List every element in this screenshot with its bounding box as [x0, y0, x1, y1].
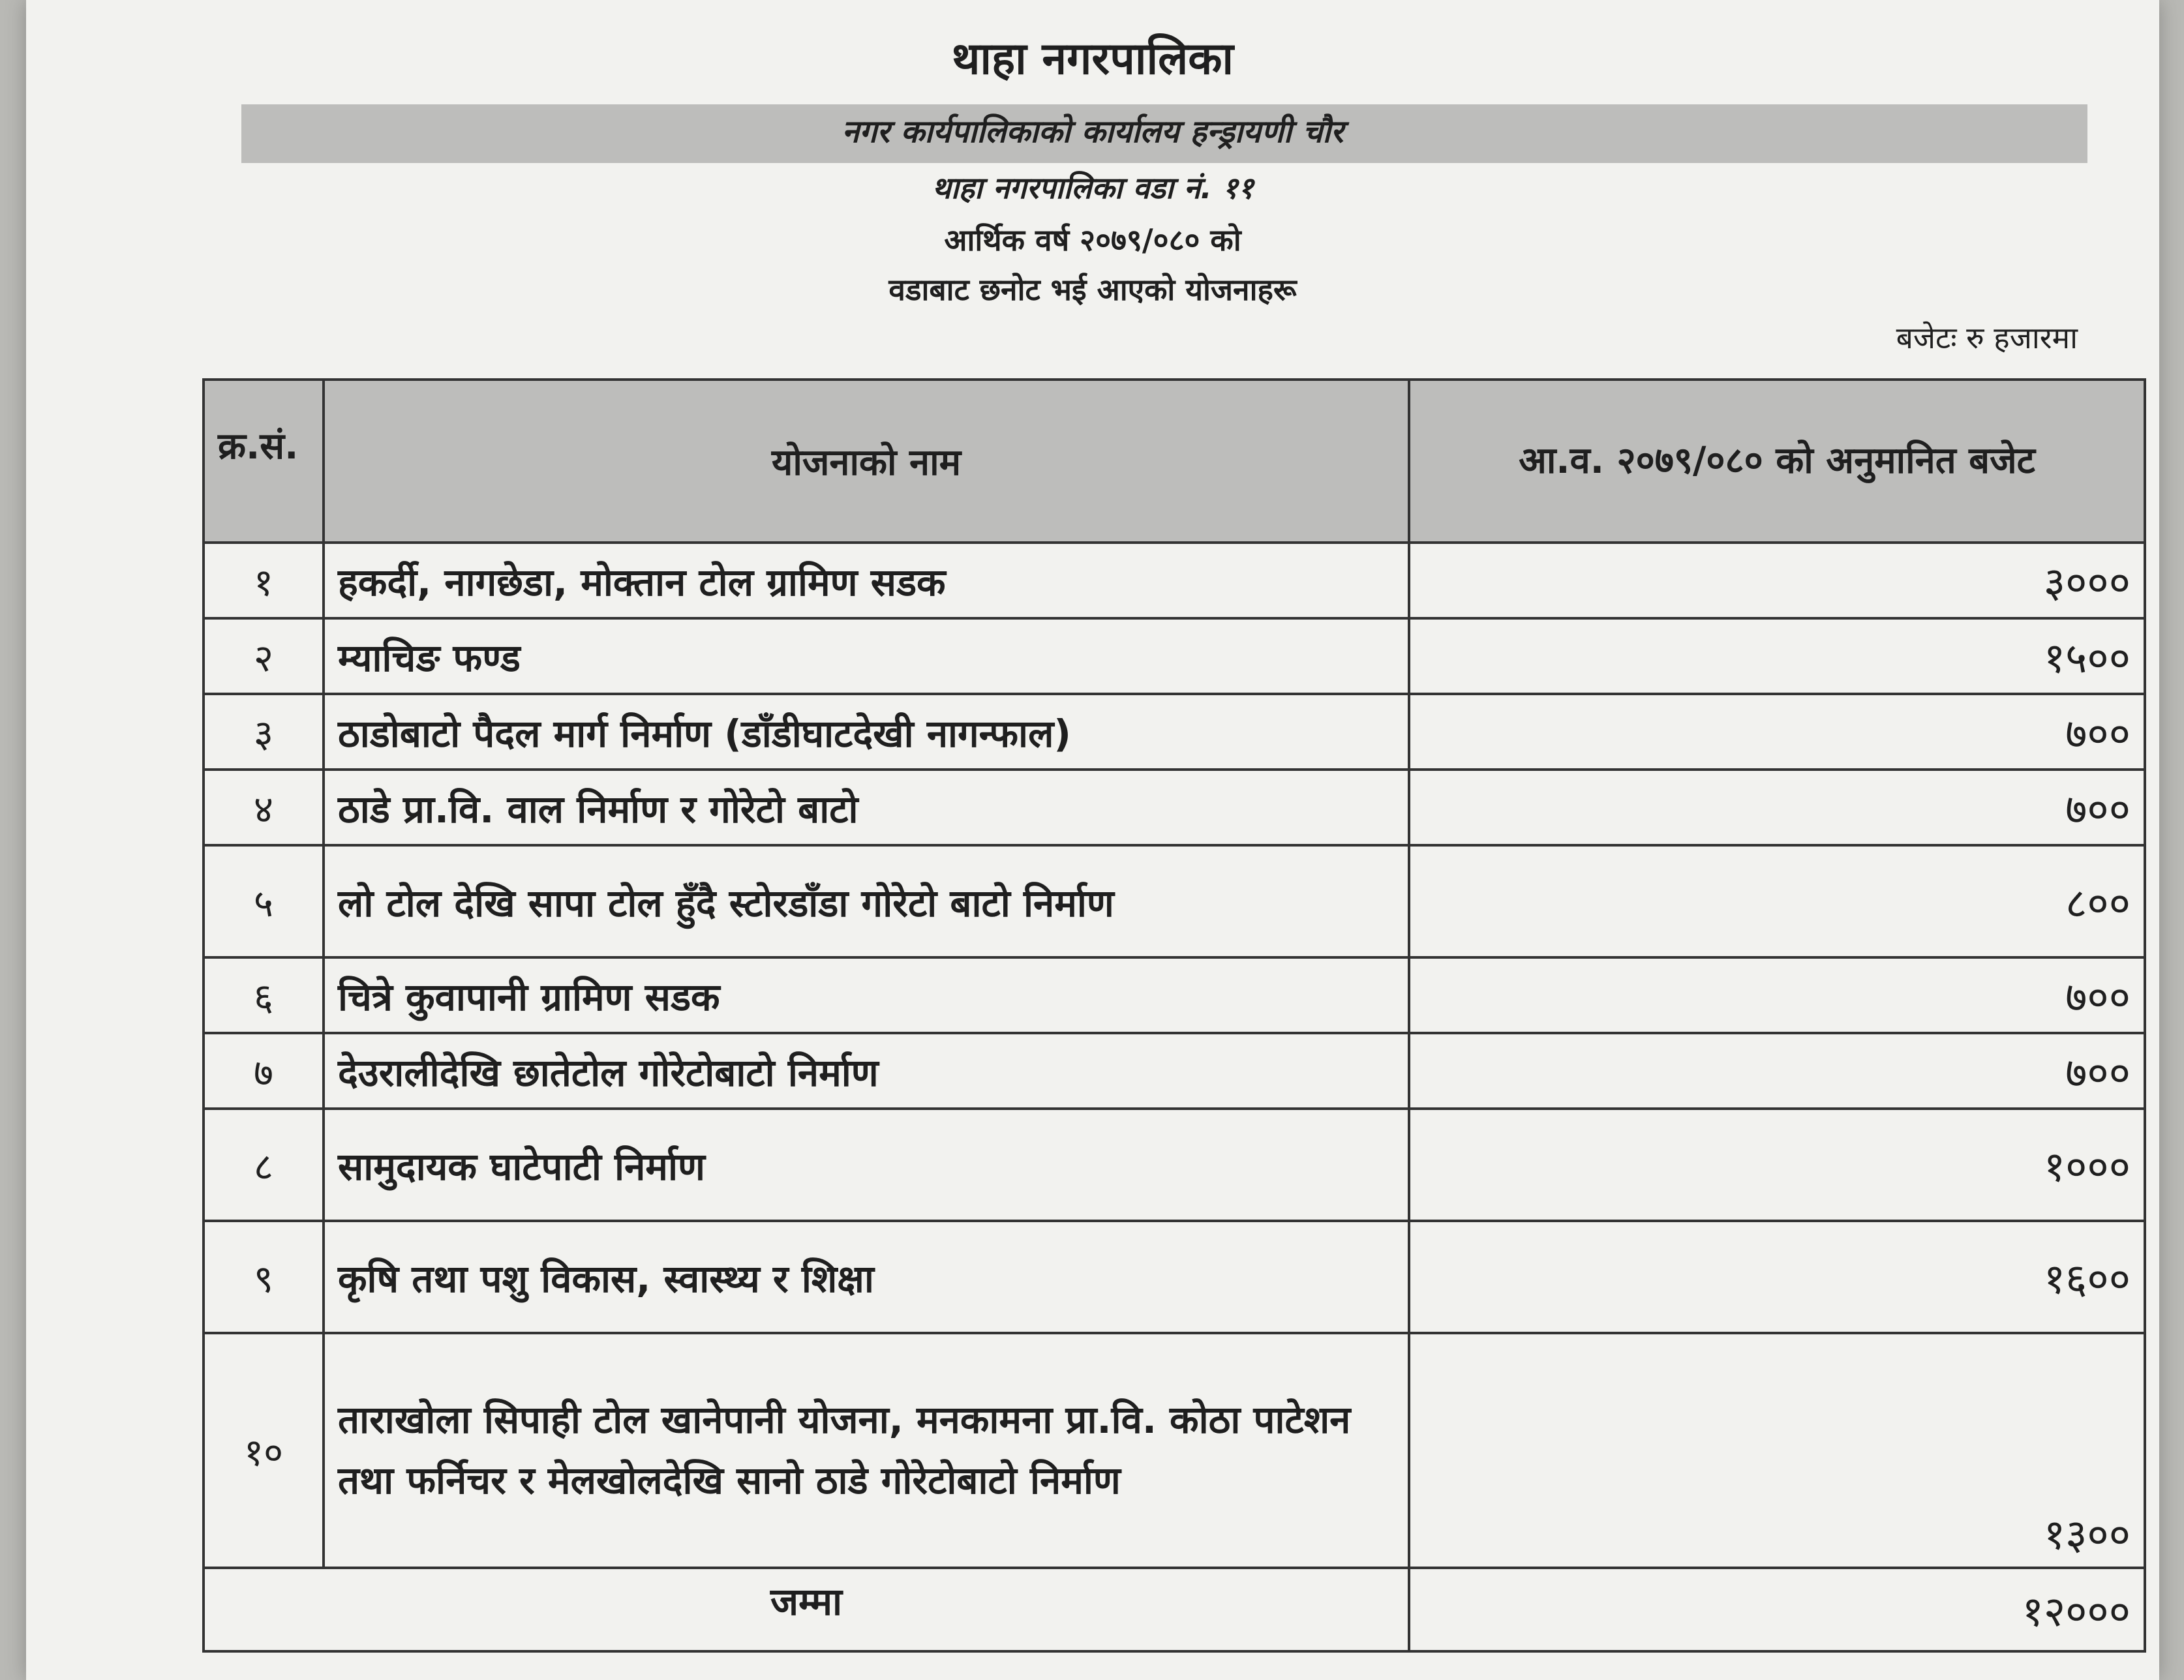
table-row: [204, 543, 2145, 618]
row-name: चित्रे कुवापानी ग्रामिण सडक: [324, 957, 1409, 1033]
table-row: [204, 1033, 2145, 1109]
document-title: थाहा नगरपालिका: [951, 33, 1234, 85]
table-row: [204, 1109, 2145, 1221]
row-name: हकर्दी, नागछेडा, मोक्तान टोल ग्रामिण सडक: [324, 543, 1409, 618]
header-budget: आ.व. २०७९/०८० को अनुमानित बजेट: [1409, 380, 2145, 543]
row-sn: १: [204, 543, 324, 618]
fiscal-year-line: आर्थिक वर्ष २०७९/०८० को: [944, 222, 1241, 258]
row-sn: ६: [204, 957, 324, 1033]
row-amount: १६००: [1409, 1221, 2145, 1333]
table-header-row: [204, 380, 2145, 543]
total-label: जम्मा: [204, 1568, 1409, 1651]
table-row: [204, 957, 2145, 1033]
document-page: [26, 0, 2159, 1680]
row-name: सामुदायक घाटेपाटी निर्माण: [324, 1109, 1409, 1221]
header-sn: क्र.सं.: [204, 380, 324, 543]
header-name: योजनाको नाम: [324, 380, 1409, 543]
table-row: [204, 845, 2145, 957]
row-sn: १०: [204, 1333, 324, 1568]
row-name: देउरालीदेखि छातेटोल गोरेटोबाटो निर्माण: [324, 1033, 1409, 1109]
table-row: [204, 694, 2145, 770]
row-sn: ५: [204, 845, 324, 957]
row-amount: ३०००: [1409, 543, 2145, 618]
row-amount: १०००: [1409, 1109, 2145, 1221]
office-name: नगर कार्यपालिकाको कार्यालय हन्ड्रायणी चौर: [842, 113, 1344, 150]
budget-unit-note: बजेटः रु हजारमा: [1896, 320, 2078, 355]
table-row: [204, 1333, 2145, 1568]
row-name: लो टोल देखि सापा टोल हुँदै स्टोरडाँडा गोरेटो बाटो निर्माण: [324, 845, 1409, 957]
row-name: ताराखोला सिपाही टोल खानेपानी योजना, मनकामना प्रा.वि. कोठा पाटेशन तथा फर्निचर र मेलखोलदेखि सानो ठाडे गोरेटोबाटो निर्माण: [324, 1333, 1409, 1568]
description-line: वडाबाट छनोट भई आएको योजनाहरू: [888, 272, 1297, 307]
row-amount: १५००: [1409, 618, 2145, 694]
row-name: म्याचिङ फण्ड: [324, 618, 1409, 694]
table-row: [204, 770, 2145, 845]
row-sn: ८: [204, 1109, 324, 1221]
table-row: [204, 618, 2145, 694]
projects-table: [202, 378, 2146, 1653]
row-amount: १३००: [1409, 1333, 2145, 1568]
row-amount: ७००: [1409, 957, 2145, 1033]
row-sn: ७: [204, 1033, 324, 1109]
row-sn: ९: [204, 1221, 324, 1333]
row-amount: ७००: [1409, 694, 2145, 770]
table-row: [204, 1221, 2145, 1333]
row-sn: २: [204, 618, 324, 694]
row-name: कृषि तथा पशु विकास, स्वास्थ्य र शिक्षा: [324, 1221, 1409, 1333]
total-row: [204, 1568, 2145, 1651]
row-amount: ८००: [1409, 845, 2145, 957]
ward-line: थाहा नगरपालिका वडा नं. ११: [932, 170, 1254, 205]
row-amount: ७००: [1409, 1033, 2145, 1109]
total-amount: १२०००: [1409, 1568, 2145, 1651]
row-amount: ७००: [1409, 770, 2145, 845]
row-sn: ४: [204, 770, 324, 845]
row-name: ठाडोबाटो पैदल मार्ग निर्माण (डाँडीघाटदेखी नागन्फाल): [324, 694, 1409, 770]
row-name: ठाडे प्रा.वि. वाल निर्माण र गोरेटो बाटो: [324, 770, 1409, 845]
row-sn: ३: [204, 694, 324, 770]
